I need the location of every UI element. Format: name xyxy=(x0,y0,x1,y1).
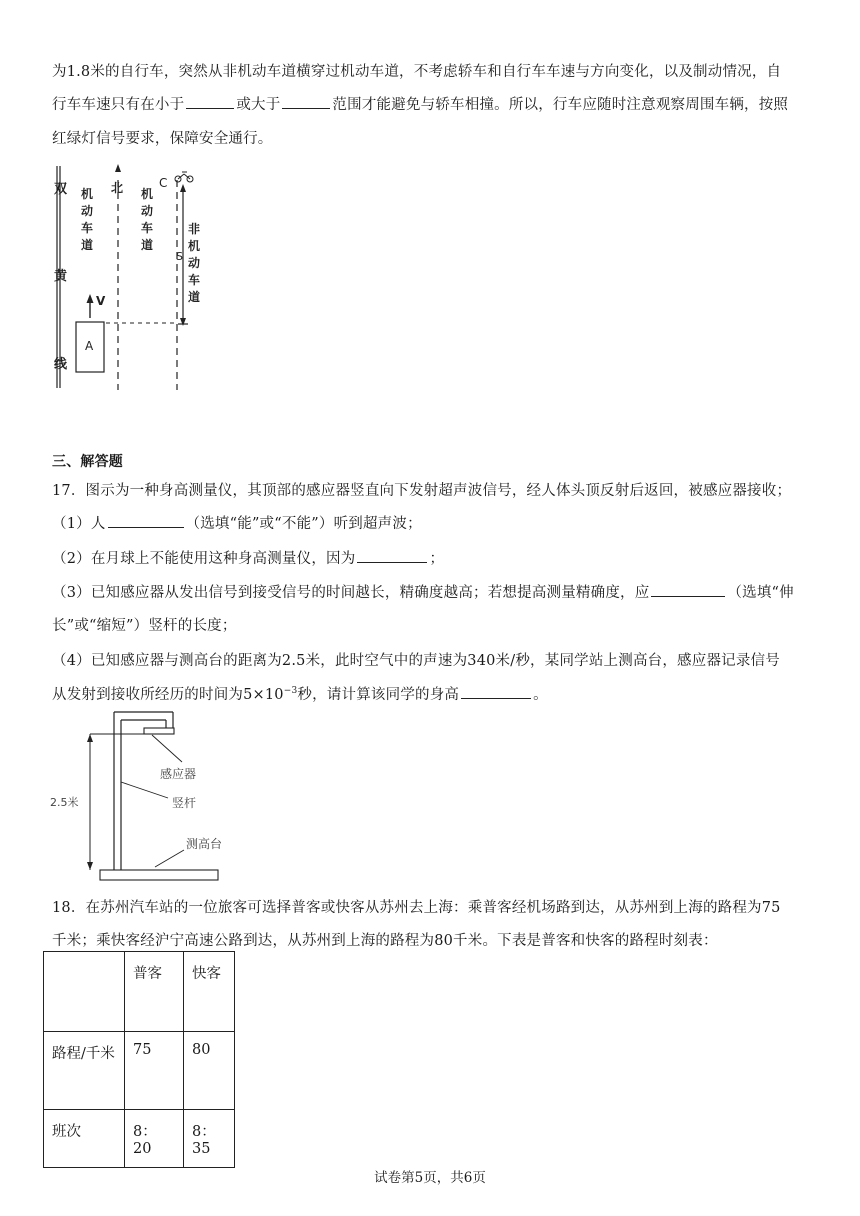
speed-v-label: V xyxy=(96,294,106,308)
north-label: 北 xyxy=(111,181,124,195)
double-yellow-label-2: 黄 xyxy=(54,269,68,284)
intro-text-c: 范围才能避免与轿车相撞。所以，行车应随时注意观察周围车辆，按照 xyxy=(332,97,789,113)
answer-blank-q17-2[interactable] xyxy=(357,548,427,563)
q17-p4-time-exp: −3 xyxy=(283,686,298,697)
bike-lane-label-5: 道 xyxy=(188,290,201,304)
q17-p2-text-a: （2）在月球上不能使用这种身高测量仪，因为 xyxy=(52,551,356,567)
section-title: 三、解答题 xyxy=(52,454,123,470)
q17-p3-text-a: （3）已知感应器从发出信号到接受信号的时间越长，精确度越高；若想提高测量精确度，应 xyxy=(52,585,650,601)
table-header-row xyxy=(44,952,235,1032)
q17-stem: 17．图示为一种身高测量仪，其顶部的感应器竖直向下发射超声波信号，经人体头顶反射后返回，被感应器接收； xyxy=(52,483,792,499)
platform-box xyxy=(100,870,218,880)
bike-lane-label-3: 动 xyxy=(188,256,201,270)
q17-p4-text-c: 。 xyxy=(533,687,548,703)
bike-lane-label-2: 机 xyxy=(188,239,201,253)
table-cell: 路程/千米 xyxy=(44,1032,125,1110)
table-cell: 8：35 xyxy=(184,1110,235,1168)
lane2-label-3: 车 xyxy=(141,221,154,235)
q17-part3-cont: 长”或“缩短”）竖杆的长度； xyxy=(52,618,237,634)
q18-line-2: 千米；乘快客经沪宁高速公路到达，从苏州到上海的路程为80千米。下表是普客和快客的路程时刻表： xyxy=(52,933,718,949)
pole-label: 竖杆 xyxy=(172,796,197,810)
page-footer: 试卷第5页，共6页 xyxy=(374,1170,486,1186)
sensor-box xyxy=(144,728,174,734)
q17-p4-text-b: 秒，请计算该同学的身高 xyxy=(297,687,460,703)
q17-part4: （4）已知感应器与测高台的距离为2.5米，此时空气中的声速为340米/秒，某同学站上测高台，感应器记录信号 xyxy=(52,653,780,669)
platform-label: 测高台 xyxy=(186,837,223,851)
q17-p4-time-base: 5×10 xyxy=(243,687,284,703)
height-meter-diagram xyxy=(50,704,250,886)
q17-p1-text-a: （1）人 xyxy=(52,516,106,532)
table-cell: 8：20 xyxy=(125,1110,184,1168)
schedule-table xyxy=(43,951,235,1168)
intro-line-2 xyxy=(52,93,788,114)
q17-p1-text-b: （选填“能”或“不能”）听到超声波； xyxy=(185,516,422,532)
car-a-label: A xyxy=(85,339,94,353)
lane1-label-4: 道 xyxy=(81,238,94,252)
q18-line-1: 18．在苏州汽车站的一位旅客可选择普客或快客从苏州去上海：乘普客经机场路到达，从苏州到上海的路程为75 xyxy=(52,900,781,916)
answer-blank-q17-1[interactable] xyxy=(108,513,184,528)
lane1-label-3: 车 xyxy=(81,221,94,235)
answer-blank-max-speed[interactable] xyxy=(282,94,330,109)
double-yellow-label-1: 双 xyxy=(54,182,68,197)
q17-p2-text-b: ； xyxy=(429,551,445,567)
q17-p4-time xyxy=(243,687,297,703)
table-row xyxy=(44,1032,235,1110)
answer-blank-q17-4[interactable] xyxy=(461,684,531,699)
bike-lane-label-4: 车 xyxy=(188,273,201,287)
q17-part2 xyxy=(52,547,444,568)
table-row xyxy=(44,1110,235,1168)
point-c-label: C xyxy=(159,176,168,190)
intro-line-1: 为1.8米的自行车，突然从非机动车道横穿过机动车道，不考虑轿车和自行车车速与方向变化，以及制动情况，自 xyxy=(52,64,782,80)
lane2-label-1: 机 xyxy=(141,187,154,201)
north-arrow-icon xyxy=(115,164,121,172)
table-header-cell xyxy=(44,952,125,1032)
answer-blank-q17-3[interactable] xyxy=(651,582,725,597)
table-cell: 80 xyxy=(184,1032,235,1110)
intro-text-b: 或大于 xyxy=(236,97,281,113)
distance-s-label: S xyxy=(176,250,183,263)
distance-label: 2.5米 xyxy=(50,796,79,809)
double-yellow-label-3: 线 xyxy=(54,357,68,372)
table-header-cell: 普客 xyxy=(125,952,184,1032)
road-diagram xyxy=(48,160,208,395)
table-cell: 75 xyxy=(125,1032,184,1110)
lane1-label-1: 机 xyxy=(81,187,94,201)
q17-part3 xyxy=(52,581,794,602)
lane2-label-4: 道 xyxy=(141,238,154,252)
answer-blank-min-speed[interactable] xyxy=(186,94,234,109)
q17-part4-cont xyxy=(52,683,548,704)
lane2-label-2: 动 xyxy=(141,204,154,218)
intro-text-a: 行车车速只有在小于 xyxy=(52,97,185,113)
q17-part1 xyxy=(52,512,422,533)
intro-line-3: 红绿灯信号要求，保障安全通行。 xyxy=(52,131,273,147)
bicycle-icon xyxy=(175,172,193,182)
bike-lane-label-1: 非 xyxy=(188,222,201,236)
sensor-label: 感应器 xyxy=(160,767,197,781)
q17-p3-text-b: （选填“伸 xyxy=(727,585,794,601)
table-header-cell: 快客 xyxy=(184,952,235,1032)
q17-p4-text-a: 从发射到接收所经历的时间为 xyxy=(52,687,244,703)
table-cell: 班次 xyxy=(44,1110,125,1168)
lane1-label-2: 动 xyxy=(81,204,94,218)
